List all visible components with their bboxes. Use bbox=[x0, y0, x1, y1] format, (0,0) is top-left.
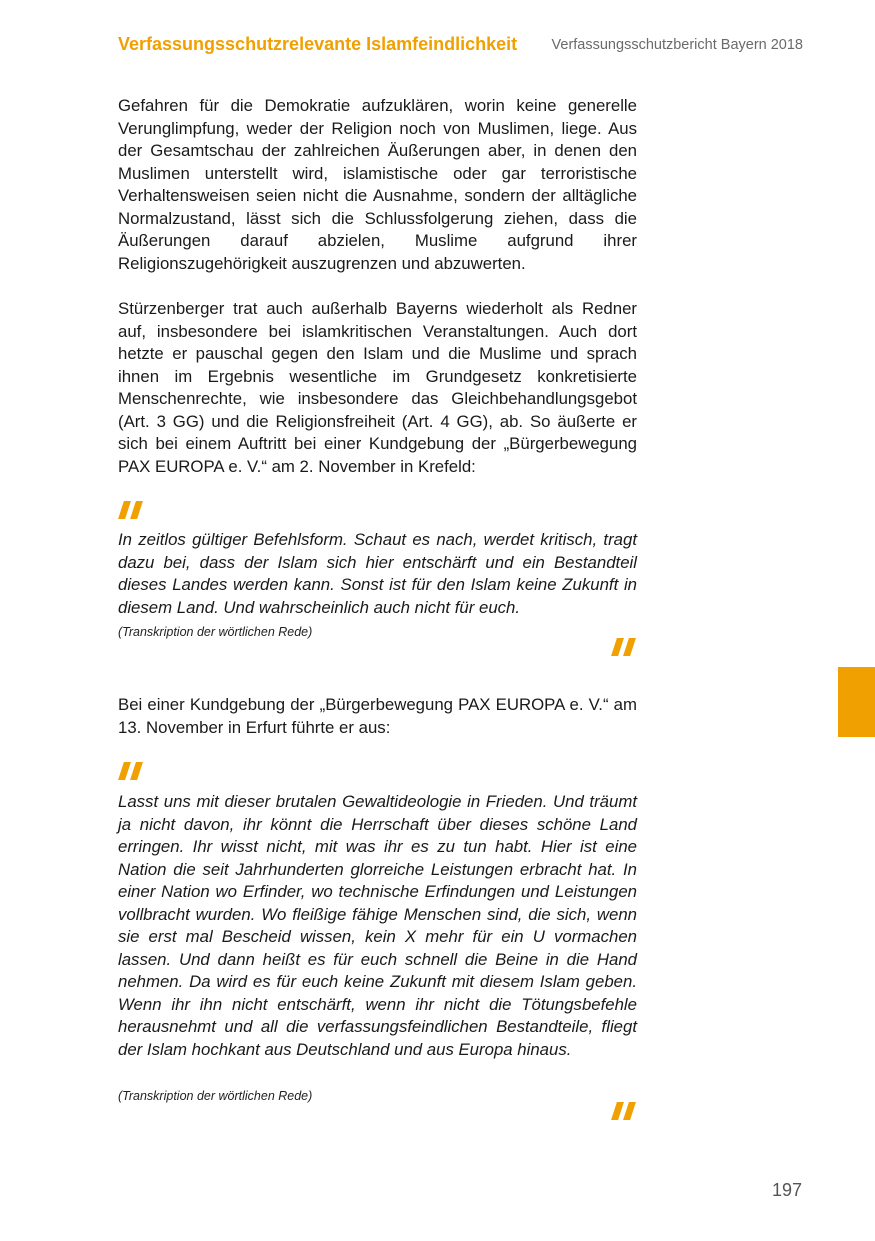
paragraph-2: Stürzenberger trat auch außerhalb Bayerns wiederholt als Redner auf, insbesondere bei islamkritischen Veranstaltungen. Auch dort hetzte er pauschal gegen den Islam und die Muslime und sprach ihnen im Ergebnis wesentliche im Grundgesetz konkretisierte Menschenrechte, wie insbesondere das Gleichbehandlungsgebot (Art. 3 GG) und die Religionsfreiheit (Art. 4 GG), ab. So äußerte er sich bei einem Auftritt bei einer Kundgebung der „Bürgerbewegung PAX EUROPA e. V.“ am 2. November in Krefeld: bbox=[118, 299, 637, 476]
opening-quote-mark-icon bbox=[118, 762, 144, 782]
chapter-marker-tab bbox=[838, 667, 875, 737]
quote-2: Lasst uns mit dieser brutalen Gewaltideologie in Frieden. Und träumt ja nicht davon, ihr könnt die Herrschaft über dieses schöne Land erringen. Ihr wisst nicht, mit was ihr es zu tun habt. Hier ist eine Nation die seit Jahrhunderten glorreiche Leistungen erbracht hat. In einer Nation wo Erfinder, wo technische Erfindungen und Leistungen vollbracht wurden. Wo fleißige fähige Menschen sind, die sich, wenn sie erst mal Bescheid wissen, kein X mehr für ein U vormachen lassen. Und dann heißt es für euch schnell die Beine in die Hand nehmen. Da wird es für euch keine Zukunft mit diesem Islam geben. Wenn ihr ihn nicht entschärft, wenn ihr nicht die Tötungsbefehle herausnehmt und all die verfassungsfeindlichen Bestandteile, fliegt der Islam hochkant aus Deutschland und aus Europa hinaus. bbox=[118, 792, 637, 1059]
section-title: Verfassungsschutzrelevante Islamfeindlichkeit bbox=[118, 34, 518, 54]
paragraph-1: Gefahren für die Demokratie aufzuklären, worin keine generelle Verunglimpfung, weder der Religion noch von Muslimen, liege. Aus der Gesamtschau der zahlreichen Äußerungen aber, in denen den Muslimen unterstellt wird, islamistische oder gar terroristische Verhaltensweisen seien nicht die Ausnahme, sondern der alltägliche Normalzustand, lässt sich die Schlussfolgerung ziehen, dass die Äußerungen darauf abzielen, Muslime aufgrund ihrer Religionszugehörigkeit auszugrenzen und abzuwerten. bbox=[118, 96, 637, 273]
page-number: 197 bbox=[771, 1180, 802, 1200]
report-title: Verfassungsschutzbericht Bayern 2018 bbox=[551, 37, 803, 53]
quote-2-source: (Transkription der wörtlichen Rede) bbox=[118, 1089, 313, 1103]
opening-quote-mark-icon bbox=[118, 501, 144, 521]
closing-quote-mark-icon bbox=[611, 638, 637, 658]
closing-quote-mark-icon bbox=[611, 1102, 637, 1122]
quote-1-source: (Transkription der wörtlichen Rede) bbox=[118, 625, 313, 639]
quote-1: In zeitlos gültiger Befehlsform. Schaut es nach, werdet kritisch, tragt dazu bei, dass der Islam sich hier entschärft und ein Bestandteil dieses Landes werden kann. Sonst ist für den Islam keine Zukunft in diesem Land. Und wahrscheinlich auch nicht für euch. bbox=[118, 530, 637, 617]
paragraph-3: Bei einer Kundgebung der „Bürgerbewegung PAX EUROPA e. V.“ am 13. November in Erfurt führte er aus: bbox=[118, 695, 637, 737]
